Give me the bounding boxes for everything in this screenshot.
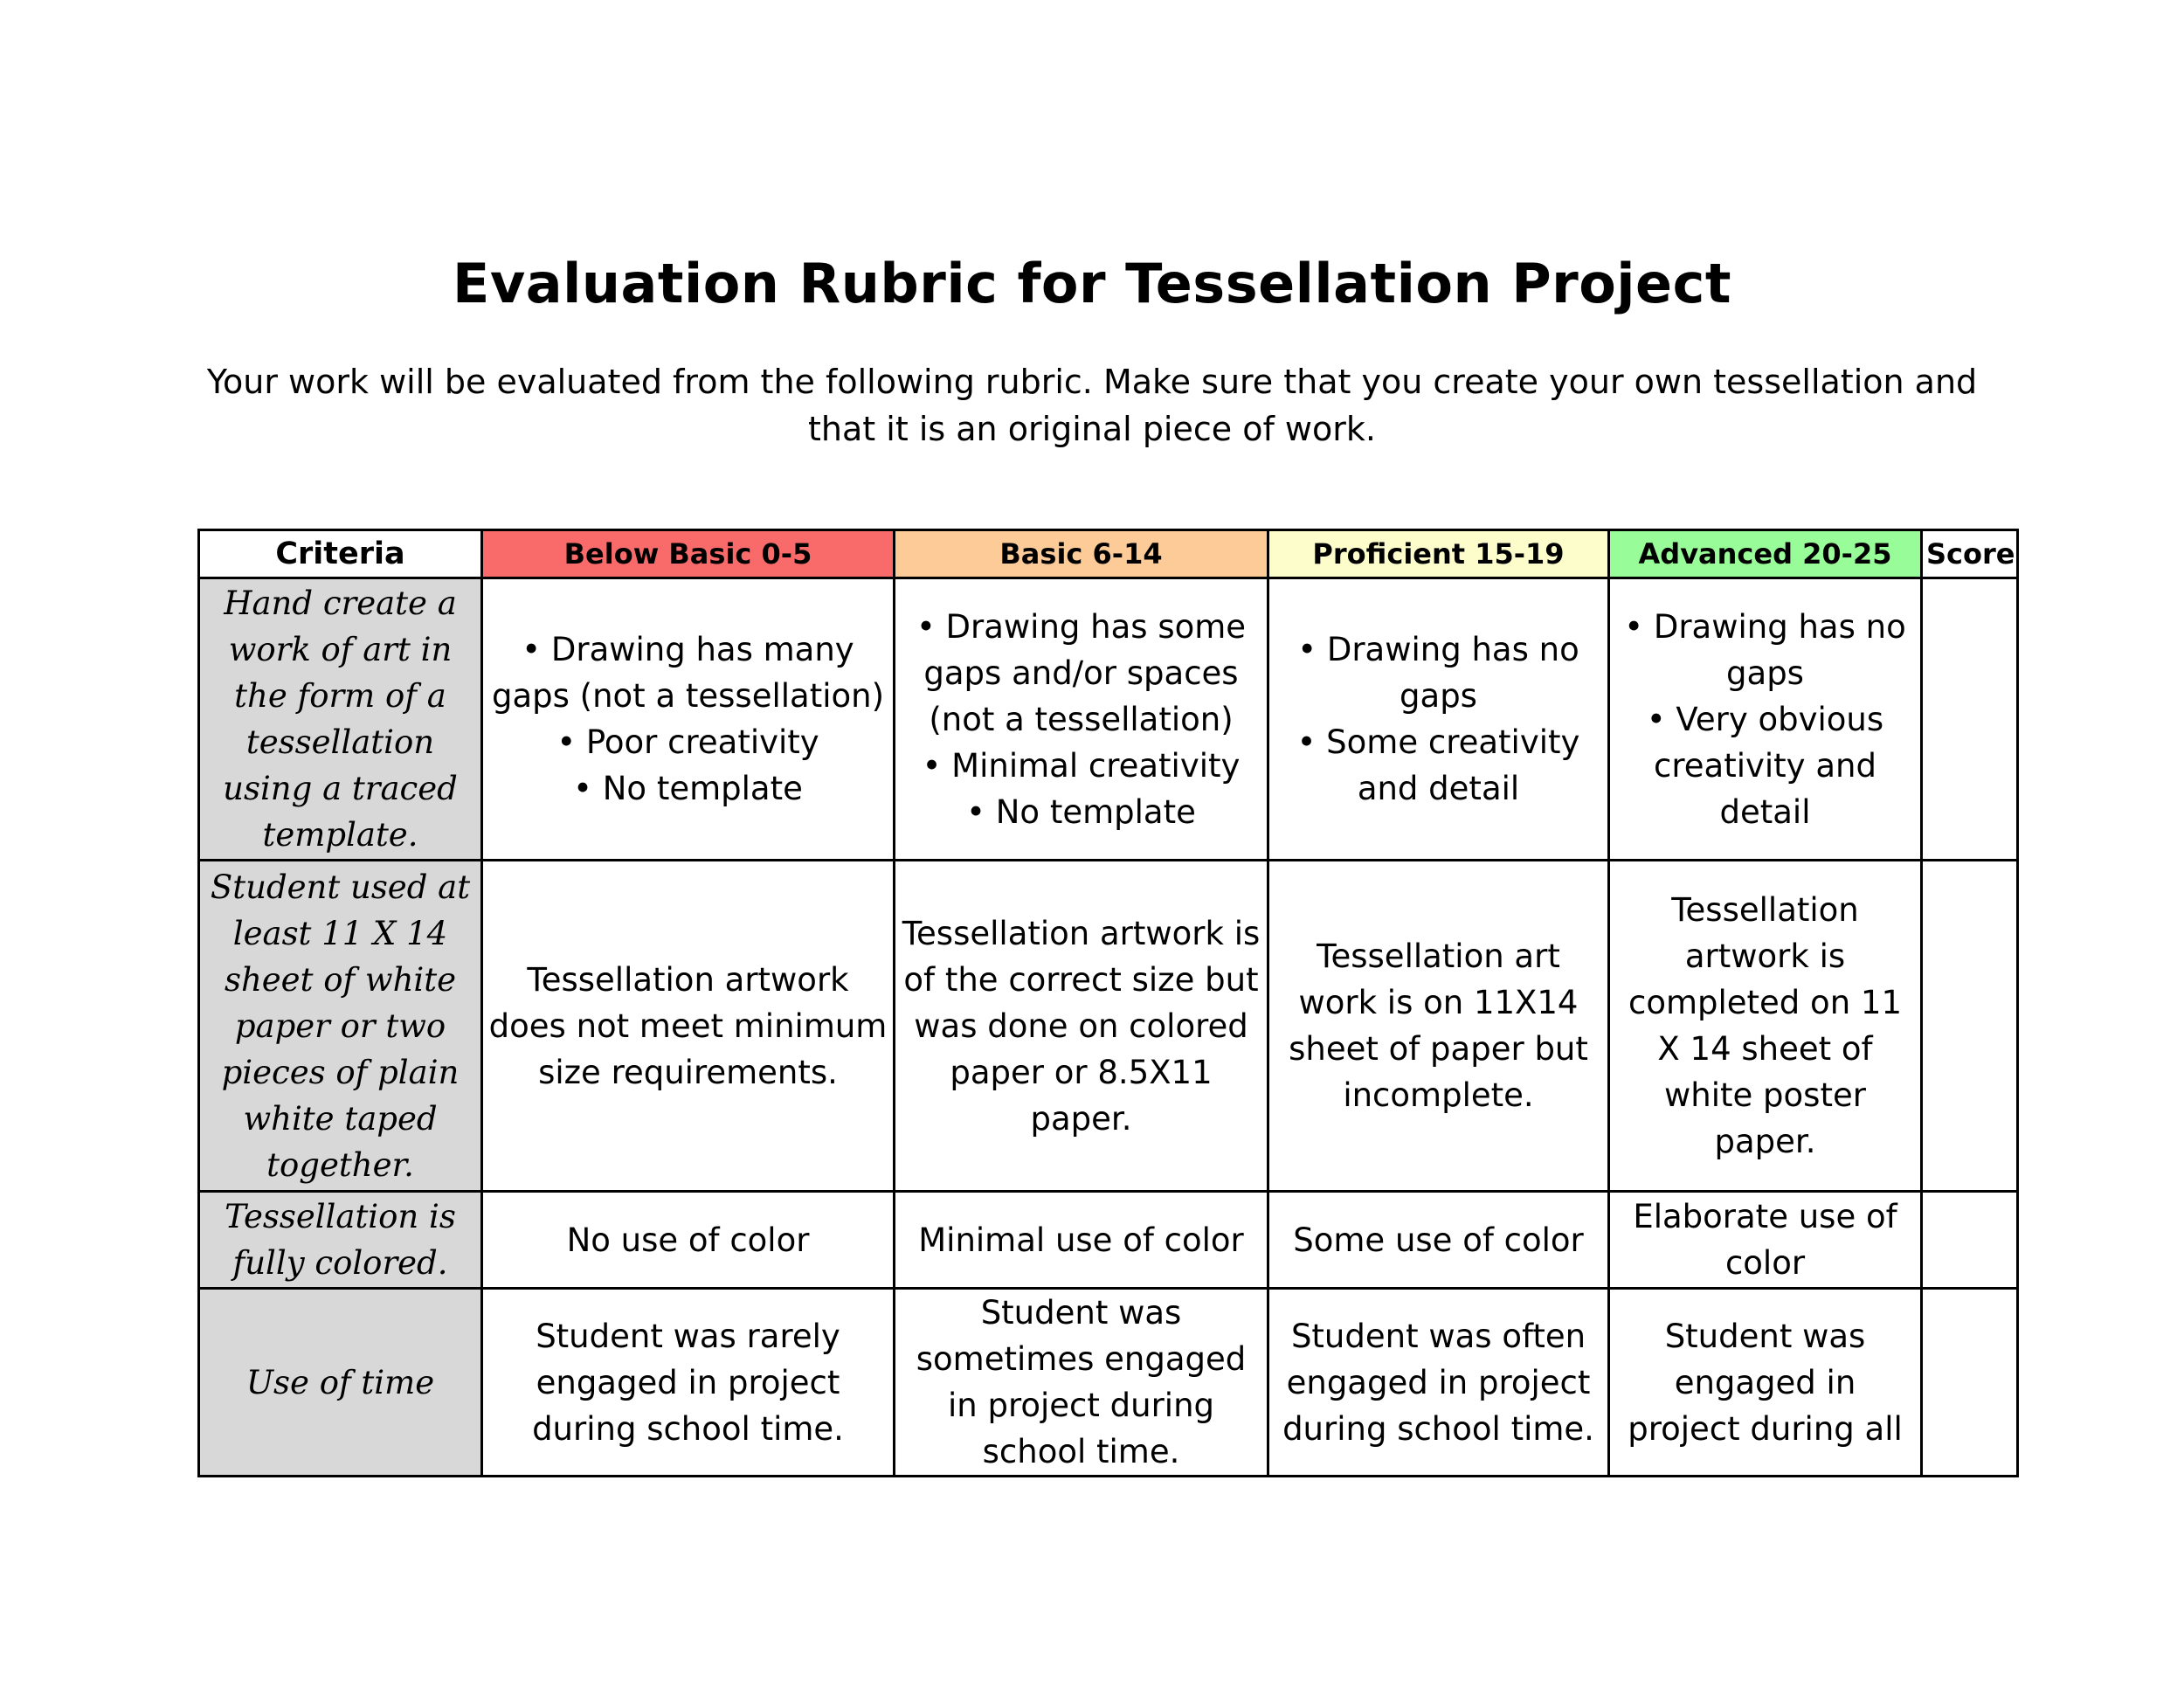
below-basic-cell bbox=[482, 578, 895, 861]
list-item: • Drawing has some gaps and/or spaces (not a tessellation) bbox=[916, 607, 1247, 738]
proficient-cell: Student was often engaged in project during school time. bbox=[1268, 1289, 1609, 1477]
basic-cell: Tessellation artwork is of the correct size but was done on colored paper or 8.5X11 paper. bbox=[895, 861, 1268, 1192]
table-row bbox=[199, 1289, 2018, 1477]
below-basic-cell: No use of color bbox=[482, 1192, 895, 1289]
table-row bbox=[199, 861, 2018, 1192]
list-item: • No template bbox=[966, 792, 1196, 831]
proficient-cell bbox=[1268, 578, 1609, 861]
list-item: • Drawing has no gaps bbox=[1624, 607, 1906, 692]
header-below-basic: Below Basic 0-5 bbox=[482, 530, 895, 578]
table-row bbox=[199, 578, 2018, 861]
list-item: • Minimal creativity bbox=[922, 746, 1241, 785]
rubric-table bbox=[197, 529, 2019, 1477]
proficient-cell: Tessellation art work is on 11X14 sheet of paper but incomplete. bbox=[1268, 861, 1609, 1192]
score-cell[interactable] bbox=[1922, 1192, 2018, 1289]
header-basic: Basic 6-14 bbox=[895, 530, 1268, 578]
table-row bbox=[199, 1192, 2018, 1289]
advanced-cell: Tessellation artwork is completed on 11 X 14 sheet of white poster paper. bbox=[1609, 861, 1922, 1192]
criteria-cell: Hand create a work of art in the form of a tessellation using a traced template. bbox=[199, 578, 482, 861]
list-item: • Poor creativity bbox=[556, 723, 819, 761]
criteria-cell: Use of time bbox=[199, 1289, 482, 1477]
page-title: Evaluation Rubric for Tessellation Project bbox=[452, 252, 1731, 315]
advanced-cell: Elaborate use of color bbox=[1609, 1192, 1922, 1289]
list-item: • Very obvious creativity and detail bbox=[1646, 700, 1884, 831]
criteria-cell: Student used at least 11 X 14 sheet of white paper or two pieces of plain white taped together. bbox=[199, 861, 482, 1192]
basic-cell: Minimal use of color bbox=[895, 1192, 1268, 1289]
basic-cell: Student was sometimes engaged in project during school time. bbox=[895, 1289, 1268, 1477]
header-advanced: Advanced 20-25 bbox=[1609, 530, 1922, 578]
basic-cell bbox=[895, 578, 1268, 861]
score-cell[interactable] bbox=[1922, 861, 2018, 1192]
advanced-cell bbox=[1609, 578, 1922, 861]
proficient-cell: Some use of color bbox=[1268, 1192, 1609, 1289]
score-cell[interactable] bbox=[1922, 578, 2018, 861]
below-basic-cell: Tessellation artwork does not meet minimum size requirements. bbox=[482, 861, 895, 1192]
score-cell[interactable] bbox=[1922, 1289, 2018, 1477]
criteria-cell: Tessellation is fully colored. bbox=[199, 1192, 482, 1289]
header-criteria: Criteria bbox=[199, 530, 482, 578]
header-score: Score bbox=[1922, 530, 2018, 578]
intro-text: Your work will be evaluated from the following rubric. Make sure that you create your own tessellation and that it is an original piece of work. bbox=[206, 363, 1978, 448]
list-item: • Drawing has no gaps bbox=[1297, 631, 1579, 715]
below-basic-cell: Student was rarely engaged in project during school time. bbox=[482, 1289, 895, 1477]
advanced-cell: Student was engaged in project during all bbox=[1609, 1289, 1922, 1477]
header-proficient: Proficient 15-19 bbox=[1268, 530, 1609, 578]
list-item: • No template bbox=[573, 770, 803, 807]
header-row bbox=[199, 530, 2018, 578]
list-item: • Some creativity and detail bbox=[1296, 723, 1580, 807]
list-item: • Drawing has many gaps (not a tessellation) bbox=[491, 631, 885, 715]
